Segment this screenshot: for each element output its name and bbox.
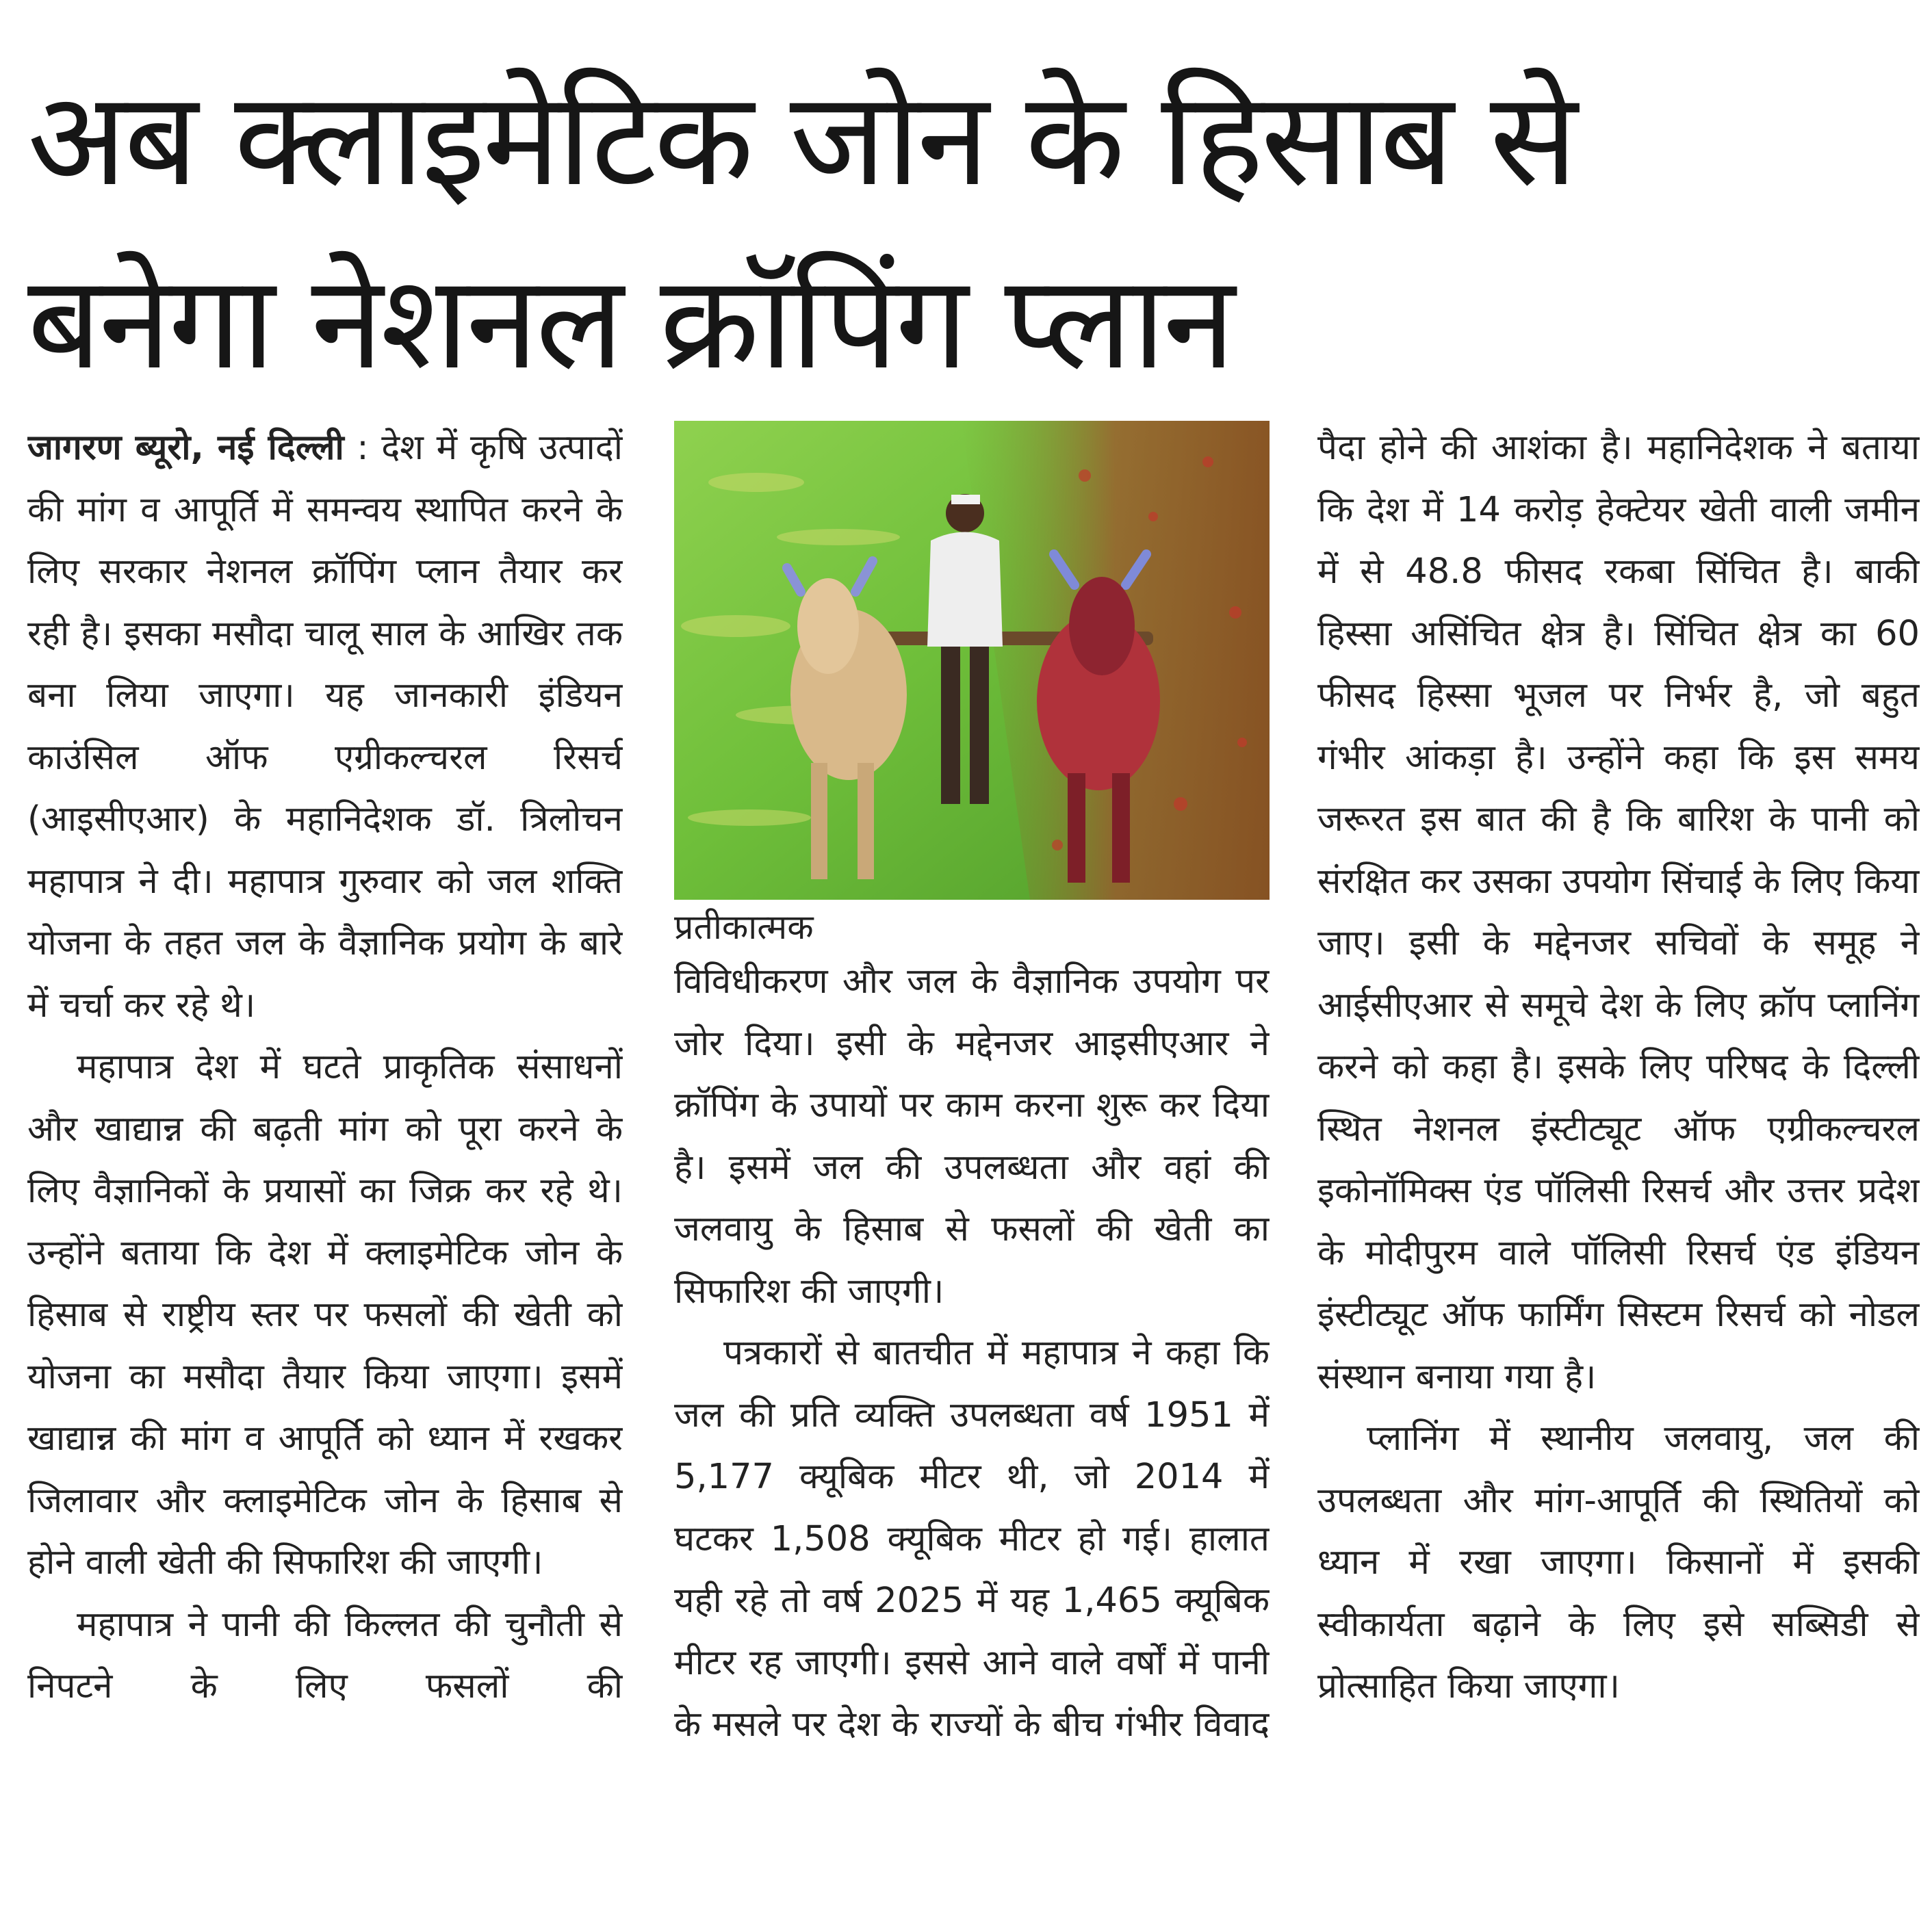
article-column-3 bbox=[1317, 417, 1920, 1909]
paragraph-3: महापात्र ने पानी की किल्लत की चुनौती से निपटने के लिए फसलों की bbox=[27, 1604, 623, 1706]
farmer-plowing-with-bullocks-image bbox=[674, 421, 1270, 900]
article-photo bbox=[674, 421, 1270, 900]
dateline-separator: : bbox=[344, 428, 382, 468]
photo-caption: प्रतीकात्मक bbox=[674, 907, 814, 947]
headline-line-1: अब क्लाइमेटिक जोन के हिसाब से bbox=[27, 64, 1575, 215]
paragraph-1-text: देश में कृषि उत्पादों की मांग व आपूर्ति में समन्वय स्थापित करने के लिए सरकार नेशनल क्रॉपिंग प्लान तैयार कर रही है। इसका मसौदा चालू साल के आखिर तक बना लिया जाएगा। यह जानकारी इंडियन काउंसिल ऑफ एग्रीकल्चरल रिसर्च (आइसीएआर) के महानिदेशक डॉ. त्रिलोचन महापात्र ने दी। महापात्र गुरुवार को जल शक्ति योजना के तहत जल के वैज्ञानिक प्रयोग के बारे में चर्चा कर रहे थे। bbox=[27, 428, 623, 1026]
headline-line-2: बनेगा नेशनल क्रॉपिंग प्लान bbox=[27, 247, 1233, 398]
article-column-1 bbox=[27, 417, 623, 1909]
paragraph-6: पैदा होने की आशंका है। महानिदेशक ने बताया कि देश में 14 करोड़ हेक्टेयर खेती वाली जमीन में से 48.8 फीसद रकबा सिंचित है। बाकी हिस्सा असिंचित क्षेत्र है। सिंचित क्षेत्र का 60 फीसद हिस्सा भूजल पर निर्भर है, जो बहुत गंभीर आंकड़ा है। उन्होंने कहा कि इस समय जरूरत इस बात की है कि बारिश के पानी को संरक्षित कर उसका उपयोग सिंचाई के लिए किया जाए। इसी के मद्देनजर सचिवों के समूह ने आईसीएआर से समूचे देश के लिए क्रॉप प्लानिंग करने को कहा है। इसके लिए परिषद के दिल्ली स्थित नेशनल इंस्टीट्यूट ऑफ एग्रीकल्चरल इकोनॉमिक्स एंड पॉलिसी रिसर्च और उत्तर प्रदेश के मोदीपुरम वाले पॉलिसी रिसर्च एंड इंडियन इंस्टीट्यूट ऑफ फार्मिंग सिस्टम रिसर्च को नोडल संस्थान बनाया गया है। bbox=[1317, 428, 1920, 1397]
paragraph-7: प्लानिंग में स्थानीय जलवायु, जल की उपलब्धता और मांग-आपूर्ति की स्थितियों को ध्यान में रखा जाएगा। किसानों में इसकी स्वीकार्यता बढ़ाने के लिए इसे सब्सिडी से प्रोत्साहित किया जाएगा। bbox=[1317, 1418, 1920, 1706]
paragraph-2: महापात्र देश में घटते प्राकृतिक संसाधनों और खाद्यान्न की बढ़ती मांग को पूरा करने के लिए वैज्ञानिकों के प्रयासों का जिक्र कर रहे थे। उन्होंने बताया कि देश में क्लाइमेटिक जोन के हिसाब से राष्ट्रीय स्तर पर फसलों की खेती को योजना का मसौदा तैयार किया जाएगा। इसमें खाद्यान्न की मांग व आपूर्ति को ध्यान में रखकर जिलावार और क्लाइमेटिक जोन के हिसाब से होने वाली खेती की सिफारिश की जाएगी। bbox=[27, 1047, 623, 1583]
dateline: जागरण ब्यूरो, नई दिल्ली bbox=[27, 428, 344, 468]
article-column-2 bbox=[674, 951, 1270, 1909]
headline bbox=[27, 48, 1916, 415]
paragraph-5: पत्रकारों से बातचीत में महापात्र ने कहा कि जल की प्रति व्यक्ति उपलब्धता वर्ष 1951 में 5,177 क्यूबिक मीटर थी, जो 2014 में घटकर 1,508 क्यूबिक मीटर हो गई। हालात यही रहे तो वर्ष 2025 में यह 1,465 क्यूबिक मीटर रह जाएगी। इससे आने वाले वर्षों में पानी के मसले पर देश के राज्यों के बीच गंभीर विवाद bbox=[674, 1333, 1270, 1745]
paragraph-1 bbox=[27, 417, 623, 1037]
paragraph-4: विविधीकरण और जल के वैज्ञानिक उपयोग पर जोर दिया। इसी के मद्देनजर आइसीएआर ने क्रॉपिंग के उपायों पर काम करना शुरू कर दिया है। इसमें जल की उपलब्धता और वहां की जलवायु के हिसाब से फसलों की खेती का सिफारिश की जाएगी। bbox=[674, 961, 1270, 1312]
